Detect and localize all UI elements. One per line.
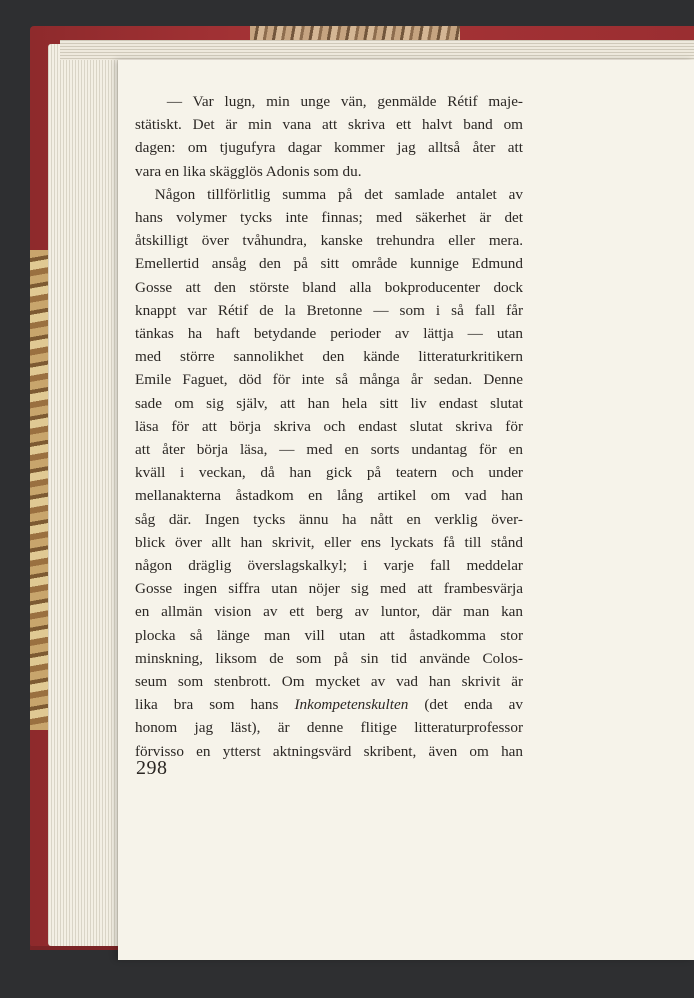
spine-marbled-edge [30, 250, 48, 730]
text-line: Någon tillförlitlig summa på det samlade antalet av [154, 185, 523, 203]
text-line: såg där. Ingen tycks ännu ha nått en verklig över- [135, 510, 523, 528]
text-line: stätiskt. Det är min vana att skriva ett halvt band om [135, 116, 523, 134]
paragraph [135, 90, 523, 183]
text-line: dagen: om tjugufyra dagar kommer jag alltså åter att [135, 139, 523, 157]
text-line: kväll i veckan, då han gick på teatern och under [135, 464, 523, 482]
text-line: hans volymer tycks inte finnas; med säkerhet är det [135, 209, 523, 227]
text-line: knappt var Rétif de la Bretonne — som i så fall får [135, 301, 523, 319]
text-line: förvisso en ytterst aktningsvärd skribent, även om han [135, 742, 523, 760]
page-stack-top [60, 40, 694, 60]
text-line: seum som stenbrott. Om mycket av vad han skrivit är [135, 673, 523, 691]
text-line: minskning, liksom de som på sin tid använde Colos- [135, 649, 523, 667]
body-text [135, 90, 523, 763]
text-line: sade om sig själv, att han hela sitt liv endast slutat [135, 394, 523, 412]
text-line: plocka så länge man vill utan att åstadkomma stor [135, 626, 523, 644]
text-line: honom jag läst), är denne flitige litteraturprofessor [135, 719, 523, 737]
cover-bottom-edge [30, 946, 118, 950]
text-line: läsa för att börja skriva och endast slutat skriva för [135, 417, 523, 435]
text-line: en allmän vision av ett berg av luntor, där man kan [135, 603, 523, 621]
text-line: tänkas ha haft betydande perioder av lättja — utan [135, 325, 523, 343]
text-line-with-italic [135, 693, 523, 716]
text-line: åtskilligt över tvåhundra, kanske trehundra eller mera. [135, 232, 523, 250]
text-line: att åter börja läsa, — med en sorts undantag för en [135, 441, 523, 459]
text-fragment: lika bra som hans [135, 696, 279, 714]
text-line: Gosse ingen siffra utan nöjer sig med att frambesvärja [135, 580, 523, 598]
text-line: med större sannolikhet den kände litteraturkritikern [135, 348, 523, 366]
text-line: Emile Faguet, död för inte så många år sedan. Denne [135, 371, 523, 389]
italic-title: Inkompetenskulten [294, 696, 409, 714]
text-line: mellanakterna åstadkom en lång artikel om vad han [135, 487, 523, 505]
text-line: vara en lika skägglös Adonis som du. [135, 162, 362, 180]
text-line: Emellertid ansåg den på sitt område kunnige Edmund [135, 255, 523, 273]
paragraph [135, 183, 523, 763]
page-number: 298 [136, 757, 168, 779]
text-line: Gosse att den störste bland alla bokproducenter dock [135, 278, 523, 296]
text-line: någon dräglig överslagskalkyl; i varje fall meddelar [135, 557, 523, 575]
text-line: — Var lugn, min unge vän, genmälde Rétif maje- [166, 93, 523, 110]
text-fragment: (det enda av [424, 696, 524, 714]
text-line: blick över allt han skrivit, eller ens lyckats få till stånd [135, 533, 523, 551]
